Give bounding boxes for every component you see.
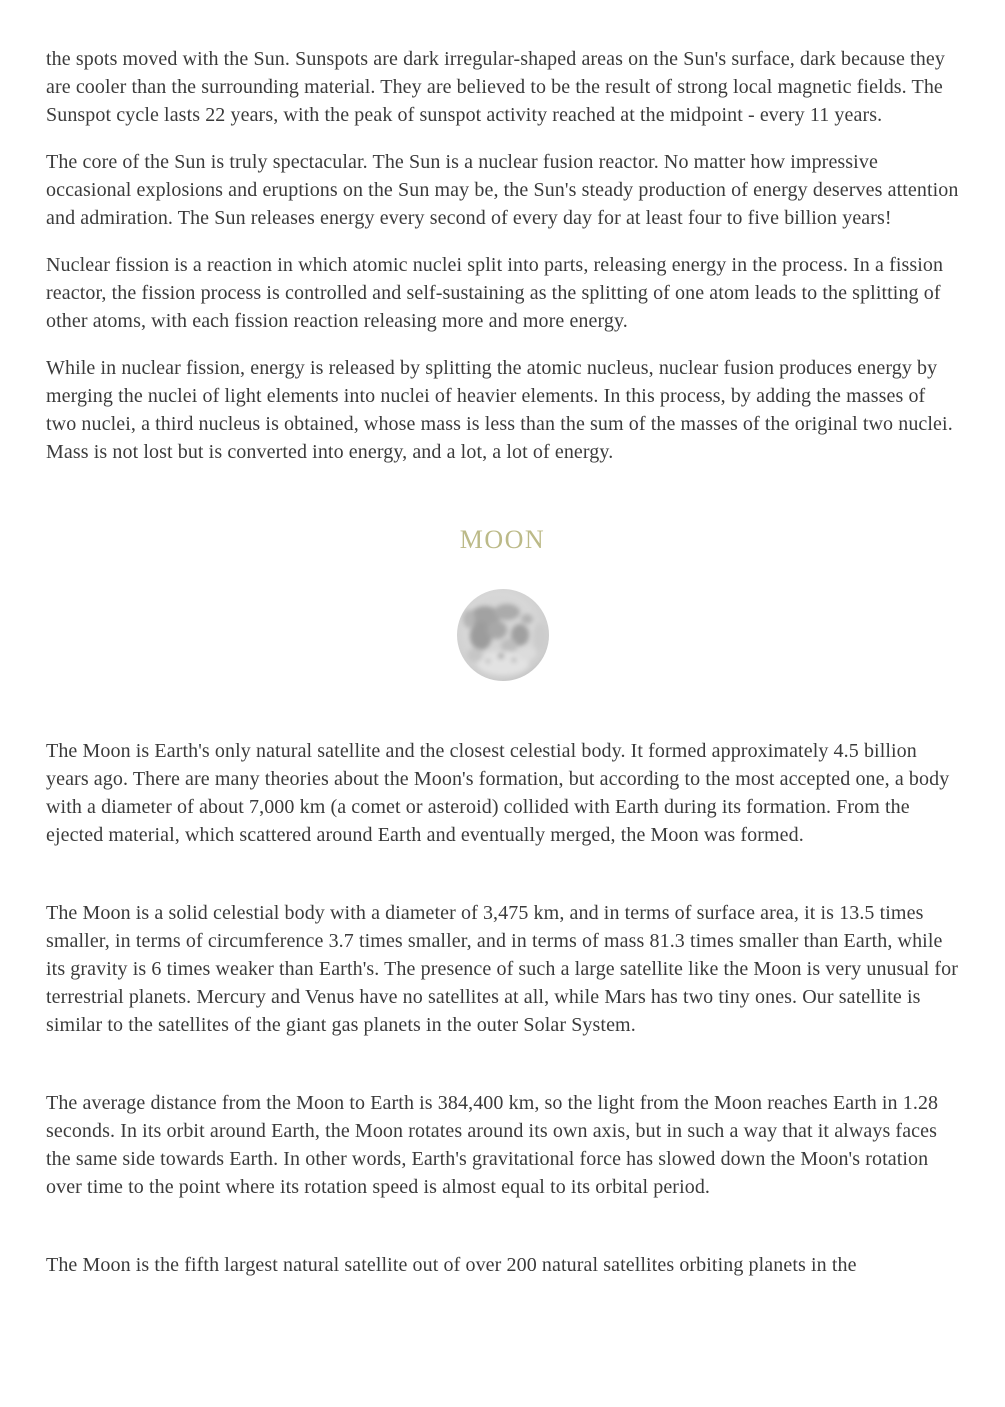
paragraph-moon-size: The Moon is a solid celestial body with a diameter of 3,475 km, and in terms of surface area, it is 13.5 times smaller, in terms of circumference 3.7 times smaller, and in terms of mass 81.3 times smaller than Earth, while its gravity is 6 times weaker than Earth's. The presence of such a large satellite like the Moon is very unusual for terrestrial planets. Mercury and Venus have no satellites at all, while Mars has two tiny ones. Our satellite is similar to the satellites of the giant gas planets in the outer Solar System.	[46, 902, 958, 1036]
paragraph-nuclear-fusion: While in nuclear fission, energy is released by splitting the atomic nucleus, nuclear fusion produces energy by merging the nuclei of light elements into nuclei of heavier elements. In this process, by adding the masses of two nuclei, a third nucleus is obtained, whose mass is less than the sum of the masses of the original two nuclei. Mass is not lost but is converted into energy, and a lot, a lot of energy.	[46, 357, 953, 463]
paragraph-nuclear-fission: Nuclear fission is a reaction in which atomic nuclei split into parts, releasing energy in the process. In a fission reactor, the fission process is controlled and self-sustaining as the splitting of one atom leads to the splitting of other atoms, with each fission reaction releasing more and more energy.	[46, 254, 944, 332]
moon-section-heading: MOON	[459, 525, 546, 554]
sun-text-section	[46, 45, 959, 466]
article-body	[46, 0, 959, 1279]
paragraph-sunspots: the spots moved with the Sun. Sunspots are dark irregular-shaped areas on the Sun's surface, dark because they are cooler than the surrounding material. They are believed to be the result of strong local magnetic fields. The Sunspot cycle lasts 22 years, with the peak of sunspot activity reached at the midpoint - every 11 years.	[46, 48, 945, 126]
paragraph-moon-distance: The average distance from the Moon to Earth is 384,400 km, so the light from the Moon reaches Earth in 1.28 seconds. In its orbit around Earth, the Moon rotates around its own axis, but in such a way that it always faces the same side towards Earth. In other words, Earth's gravitational force has slowed down the Moon's rotation over time to the point where its rotation speed is almost equal to its orbital period.	[46, 1092, 939, 1198]
paragraph-moon-formation: The Moon is Earth's only natural satellite and the closest celestial body. It formed approximately 4.5 billion years ago. There are many theories about the Moon's formation, but according to the most accepted one, a body with a diameter of about 7,000 km (a comet or asteroid) collided with Earth during its formation. From the ejected material, which scattered around Earth and eventually merged, the Moon was formed.	[46, 740, 950, 846]
full-moon-image	[457, 589, 549, 681]
paragraph-sun-core: The core of the Sun is truly spectacular. The Sun is a nuclear fusion reactor. No matter how impressive occasional explosions and eruptions on the Sun may be, the Sun's steady production of energy deserves attention and admiration. The Sun releases energy every second of every day for at least four to five billion years!	[46, 151, 959, 229]
moon-figure	[46, 589, 959, 681]
moon-text-section	[46, 737, 959, 1279]
paragraph-moon-fifth-largest: The Moon is the fifth largest natural satellite out of over 200 natural satellites orbiting planets in the	[46, 1254, 857, 1276]
